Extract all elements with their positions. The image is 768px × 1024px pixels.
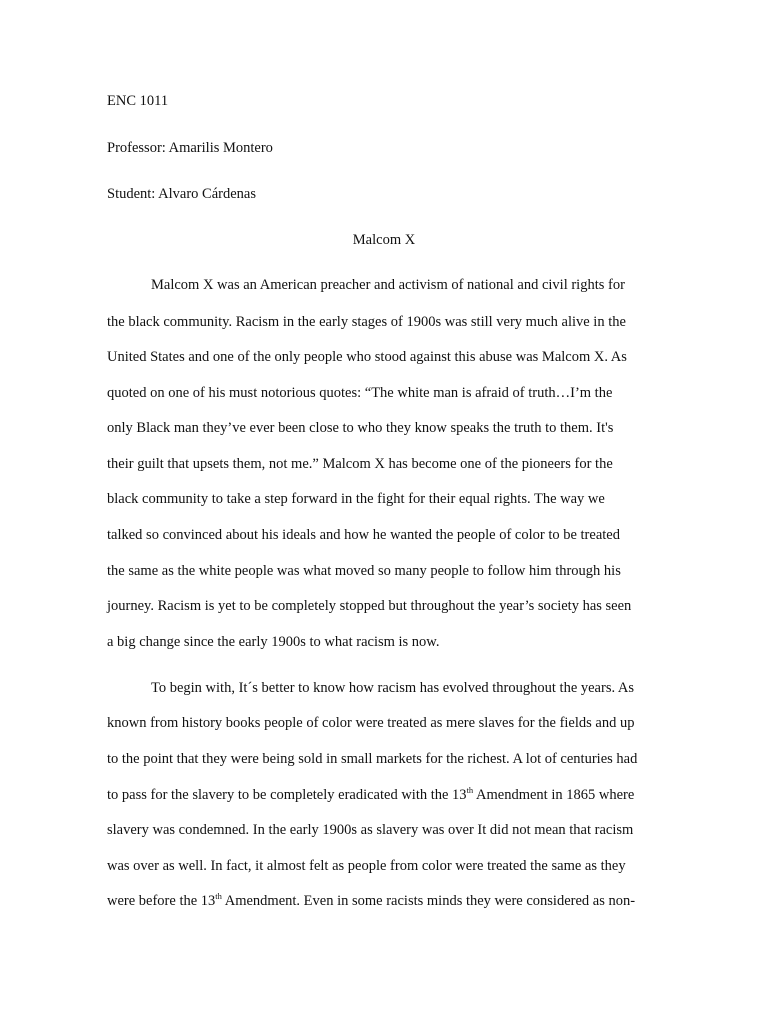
course-heading: ENC 1011 [107,93,169,109]
paragraph-1-line: their guilt that upsets them, not me.” Malcom X has become one of the pioneers for the [107,456,613,472]
paragraph-2-line: slavery was condemned. In the early 1900s as slavery was over It did not mean that racism [107,822,634,838]
paragraph-1-line: Malcom X was an American preacher and activism of national and civil rights for [151,277,625,293]
paragraph-2-line: was over as well. In fact, it almost felt as people from color were treated the same as they [107,858,626,874]
essay-title: Malcom X [352,232,416,248]
student-heading: Student: Alvaro Cárdenas [107,186,257,202]
paragraph-2-line: known from history books people of color were treated as mere slaves for the fields and up [107,715,635,731]
paragraph-1-line: only Black man they’ve ever been close to who they know speaks the truth to them. It's [107,420,614,436]
professor-heading: Professor: Amarilis Montero [107,140,273,156]
paragraph-2-line [107,786,634,804]
paragraph-2-line [107,892,635,910]
paragraph-1-line: the same as the white people was what moved so many people to follow him through his [107,563,621,579]
paragraph-1-line: United States and one of the only people who stood against this abuse was Malcom X. As [107,349,627,365]
line-text-after: Amendment. Even in some racists minds they were considered as non- [221,893,636,909]
line-text-before: to pass for the slavery to be completely eradicated with the 13 [107,787,467,803]
ordinal-suffix: th [215,891,222,902]
paragraph-2-line: to the point that they were being sold in small markets for the richest. A lot of centuries had [107,751,638,767]
ordinal-suffix: th [466,785,474,796]
paragraph-1-line: journey. Racism is yet to be completely stopped but throughout the year’s society has seen [107,598,632,614]
paragraph-1-line: a big change since the early 1900s to what racism is now. [107,634,440,650]
paragraph-1-line: talked so convinced about his ideals and how he wanted the people of color to be treated [107,527,620,543]
line-text-before: were before the 13 [107,893,216,909]
line-text-after: Amendment in 1865 where [473,787,635,803]
paragraph-1-line: black community to take a step forward in the fight for their equal rights. The way we [107,491,605,507]
paragraph-1-line: the black community. Racism in the early stages of 1900s was still very much alive in the [107,314,626,330]
paragraph-1-line: quoted on one of his must notorious quotes: “The white man is afraid of truth…I’m the [107,385,613,401]
paragraph-2-line: To begin with, It´s better to know how racism has evolved throughout the years. As [151,680,635,696]
